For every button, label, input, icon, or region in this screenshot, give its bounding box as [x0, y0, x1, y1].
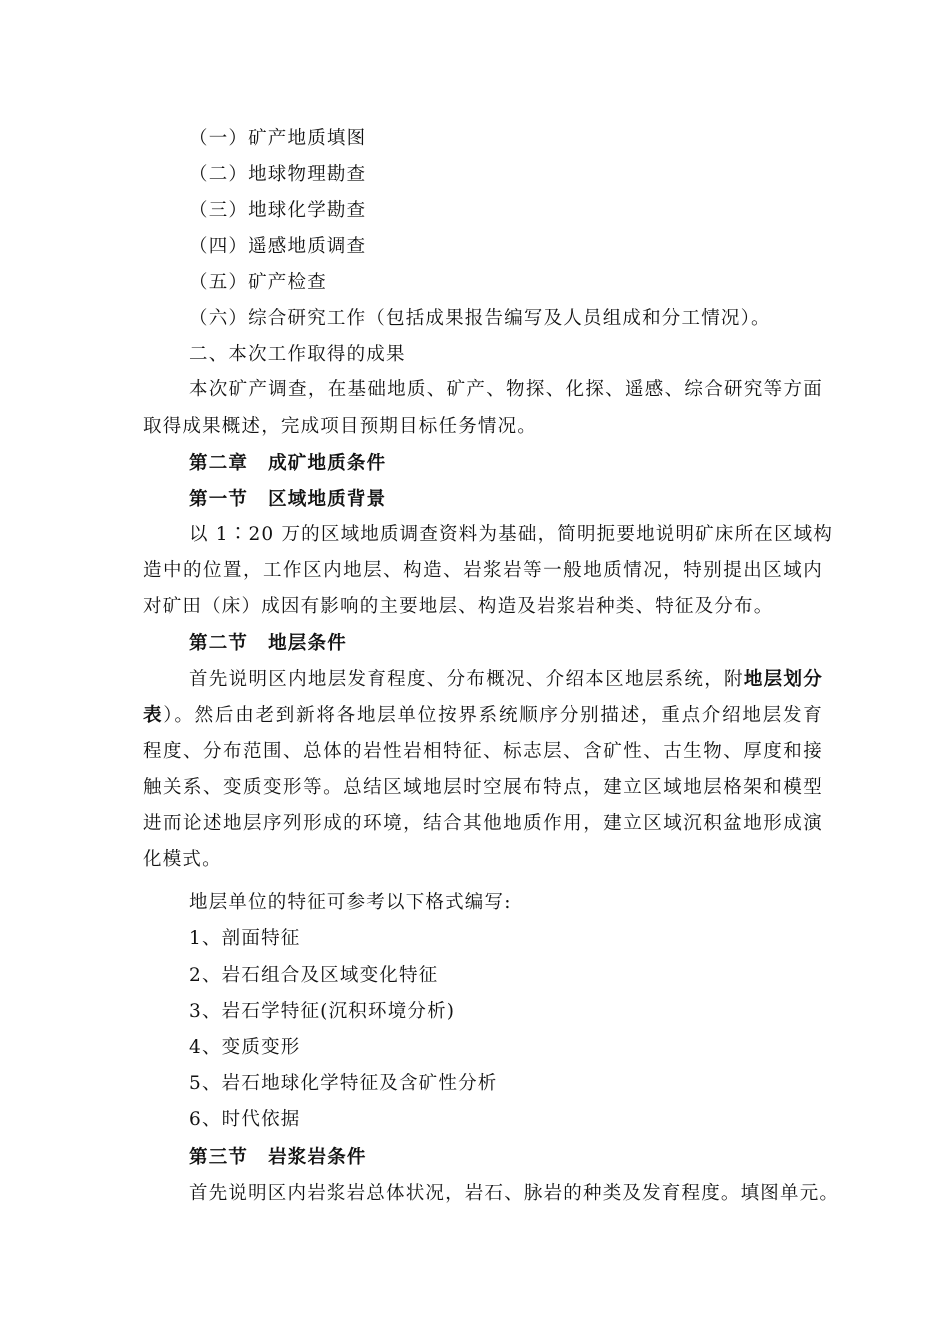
format-item-4: 4、变质变形	[189, 1037, 301, 1058]
section-title: 岩浆岩条件	[268, 1147, 367, 1168]
section-2-paragraph-line-1	[189, 662, 823, 698]
section1-item-5: （五）矿产检查	[189, 272, 327, 293]
section-1-paragraph-line-2: 造中的位置，工作区内地层、构造、岩浆岩等一般地质情况，特别提出区域内	[143, 560, 823, 581]
section1-item-6: （六）综合研究工作（包括成果报告编写及人员组成和分工情况）。	[189, 308, 771, 329]
section-title: 区域地质背景	[268, 489, 387, 510]
format-item-3: 3、岩石学特征(沉积环境分析)	[189, 1001, 456, 1022]
section-number: 第一节	[189, 489, 249, 510]
results-heading: 二、本次工作取得的成果	[189, 344, 406, 365]
format-item-2: 2、岩石组合及区域变化特征	[189, 965, 439, 986]
section-1-paragraph-line-1: 以 1∶20 万的区域地质调查资料为基础，简明扼要地说明矿床所在区域构	[189, 524, 834, 545]
section1-item-2: （二）地球物理勘查	[189, 164, 367, 185]
section-2-paragraph-line-2	[143, 698, 823, 734]
chapter-2-heading	[189, 446, 823, 482]
section-1-paragraph-line-3: 对矿田（床）成因有影响的主要地层、构造及岩浆岩种类、特征及分布。	[143, 596, 774, 617]
section-2-paragraph-line-4: 触关系、变质变形等。总结区域地层时空展布特点，建立区域地层格架和模型	[143, 777, 823, 798]
section-number: 第三节	[189, 1147, 249, 1168]
section-2-heading	[189, 626, 823, 662]
section-title: 地层条件	[268, 633, 347, 654]
section-3-heading	[189, 1140, 823, 1176]
format-item-5: 5、岩石地球化学特征及含矿性分析	[189, 1073, 498, 1094]
format-item-1: 1、剖面特征	[189, 928, 301, 949]
section1-item-3: （三）地球化学勘查	[189, 200, 367, 221]
format-item-6: 6、时代依据	[189, 1109, 301, 1130]
section-2-paragraph-line-5: 进而论述地层序列形成的环境，结合其他地质作用，建立区域沉积盆地形成演	[143, 813, 823, 834]
results-paragraph-line-2: 取得成果概述，完成项目预期目标任务情况。	[143, 416, 538, 437]
section-3-paragraph-line-1: 首先说明区内岩浆岩总体状况，岩石、脉岩的种类及发育程度。填图单元。	[189, 1183, 840, 1204]
strata-table-reference-end: 表	[143, 705, 164, 726]
section-2-paragraph-line-3: 程度、分布范围、总体的岩性岩相特征、标志层、含矿性、古生物、厚度和接	[143, 741, 823, 762]
results-paragraph-line-1: 本次矿产调查，在基础地质、矿产、物探、化探、遥感、综合研究等方面	[189, 379, 823, 400]
section1-item-4: （四）遥感地质调查	[189, 236, 367, 257]
section-2-paragraph-line-6: 化模式。	[143, 849, 222, 870]
section-number: 第二节	[189, 633, 249, 654]
section-1-heading	[189, 482, 823, 518]
strata-table-reference: 地层划分	[743, 669, 823, 690]
chapter-title: 成矿地质条件	[268, 453, 387, 474]
paragraph-text: ）。然后由老到新将各地层单位按界系统顺序分别描述，重点介绍地层发育	[163, 705, 823, 726]
section1-item-1: （一）矿产地质填图	[189, 128, 367, 149]
paragraph-text: 首先说明区内地层发育程度、分布概况、介绍本区地层系统，附	[189, 669, 744, 690]
format-intro: 地层单位的特征可参考以下格式编写:	[189, 892, 512, 913]
chapter-number: 第二章	[189, 453, 249, 474]
